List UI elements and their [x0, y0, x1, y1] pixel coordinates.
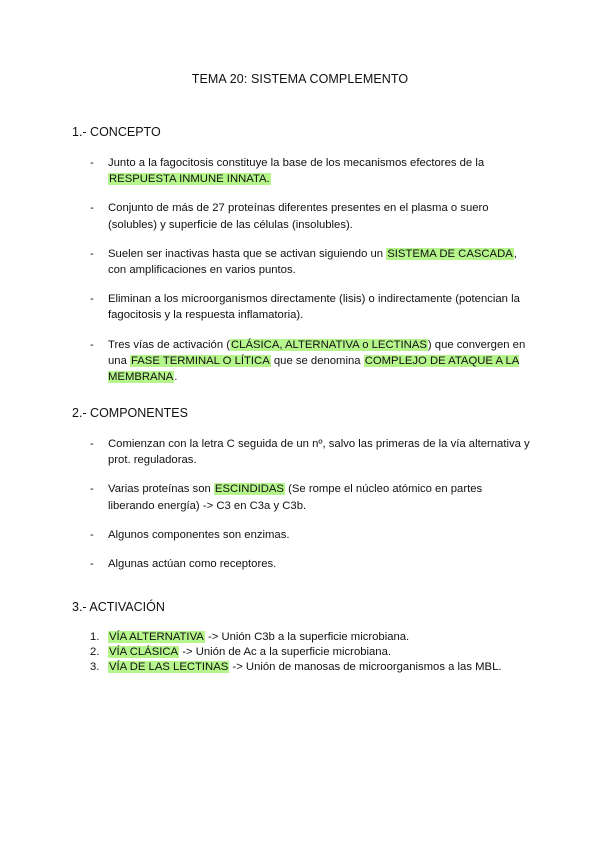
list-item: 1. VÍA ALTERNATIVA -> Unión C3b a la superficie microbiana. [90, 631, 410, 643]
list-item: - Junto a la fagocitosis constituye la base de los mecanismos efectores de la RESPUESTA INMUNE INNATA. [90, 157, 485, 186]
section-heading-activacion: 3.- ACTIVACIÓN [72, 600, 165, 614]
list-item: 2. VÍA CLÁSICA -> Unión de Ac a la superficie microbiana. [90, 645, 392, 658]
dash-bullet: - [90, 483, 94, 496]
list-item: - Tres vías de activación (CLÁSICA, ALTERNATIVA o LECTINAS) que convergen en una FASE TERMINAL O LÍTICA que se denomina COMPLEJO DE ATAQUE A LA MEMBRANA. [90, 338, 526, 384]
dash-bullet: - [90, 157, 94, 169]
highlight: VÍA DE LAS LECTINAS [109, 660, 229, 673]
highlight: COMPLEJO DE ATAQUE A LA MEMBRANA [108, 354, 520, 384]
list-item: - Eliminan a los microorganismos directamente (lisis) o indirectamente (potencian la fagocitosis y la respuesta inflamatoria). [90, 293, 520, 322]
highlight: VÍA ALTERNATIVA [109, 631, 204, 643]
highlight: ESCINDIDAS [214, 483, 284, 496]
list-item: - Algunas actúan como receptores. [90, 556, 530, 572]
list-item: - Comienzan con la letra C seguida de un nº, salvo las primeras de la vía alternativa y prot. reguladoras. [90, 438, 530, 467]
activacion-list [90, 630, 530, 674]
list-number: 1. [90, 631, 100, 643]
list-item: - Varias proteínas son ESCINDIDAS (Se rompe el núcleo atómico en partes liberando energía) -> C3 en C3a y C3b. [90, 483, 483, 512]
list-number: 2. [90, 645, 100, 658]
highlight: FASE TERMINAL O LÍTICA [131, 354, 270, 367]
list-number: 3. [90, 660, 100, 673]
list-item: 3. VÍA DE LAS LECTINAS -> Unión de manosas de microorganismos a las MBL. [90, 660, 502, 673]
list-item: - Algunos componentes son enzimas. [90, 527, 530, 543]
dash-bullet: - [90, 528, 94, 541]
list-item: - Suelen ser inactivas hasta que se activan siguiendo un SISTEMA DE CASCADA, con amplificaciones en varios puntos. [90, 247, 517, 277]
dash-bullet: - [90, 558, 94, 571]
section-heading-componentes: 2.- COMPONENTES [72, 406, 188, 420]
highlight: RESPUESTA INMUNE INNATA. [109, 173, 270, 186]
highlight: VÍA CLÁSICA [109, 645, 179, 658]
highlight: CLÁSICA, ALTERNATIVA o LECTINAS [231, 338, 427, 351]
dash-bullet: - [90, 438, 94, 450]
dash-bullet: - [90, 202, 94, 215]
concepto-list [90, 155, 530, 398]
dash-bullet: - [90, 293, 94, 306]
dash-bullet: - [90, 338, 94, 351]
dash-bullet: - [90, 247, 94, 260]
section-heading-concepto: 1.- CONCEPTO [72, 125, 161, 139]
highlight: SISTEMA DE CASCADA [387, 247, 513, 260]
componentes-list [90, 436, 530, 585]
list-item: - Conjunto de más de 27 proteínas diferentes presentes en el plasma o suero (solubles) y superficie de las células (insolubles). [90, 202, 489, 231]
document-title: TEMA 20: SISTEMA COMPLEMENTO [191, 72, 409, 86]
